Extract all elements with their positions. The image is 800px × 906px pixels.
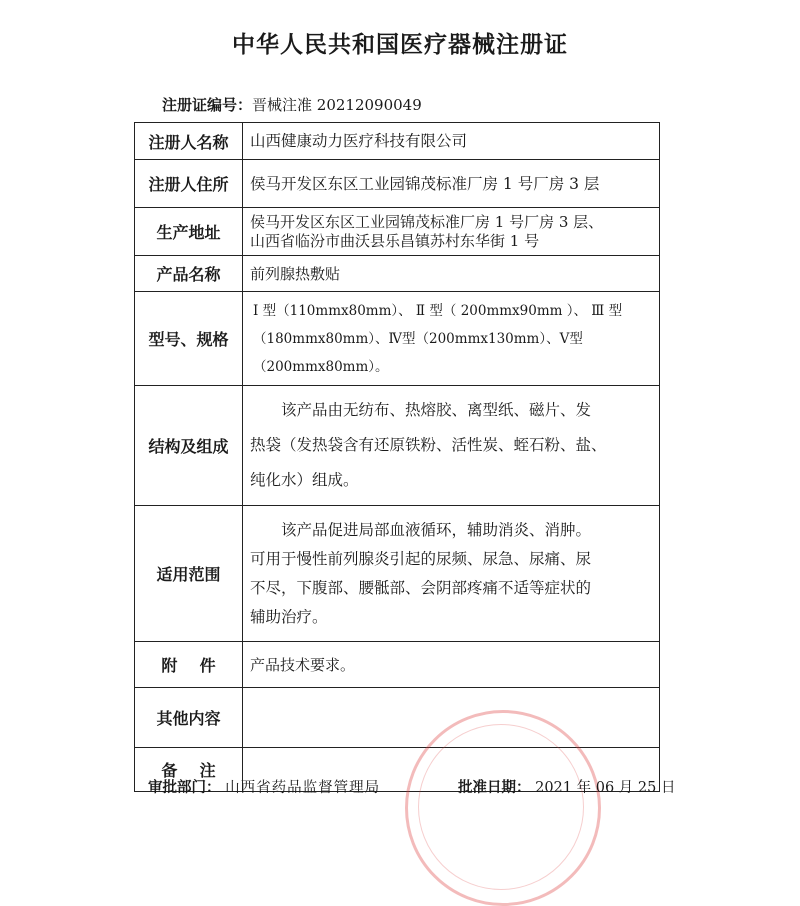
row-header: 注册人名称 — [135, 123, 243, 160]
row-header: 型号、规格 — [135, 292, 243, 386]
table-row — [135, 256, 660, 292]
row-header: 结构及组成 — [135, 386, 243, 506]
approval-department-label: 审批部门： — [148, 780, 221, 796]
row-header: 注册人住所 — [135, 160, 243, 208]
row-header: 附 件 — [135, 642, 243, 688]
table-row — [135, 292, 660, 386]
structure-value — [243, 386, 660, 506]
official-seal-inner-ring — [418, 724, 584, 890]
structure-line: 该产品由无纺布、热熔胶、离型纸、磁片、发 — [281, 401, 592, 419]
registration-number-value: 晋械注准 20212090049 — [252, 96, 422, 114]
certificate-table — [134, 122, 660, 792]
row-header: 适用范围 — [135, 506, 243, 642]
table-row — [135, 688, 660, 748]
table-row — [135, 506, 660, 642]
registration-number — [162, 94, 422, 115]
model-spec-line: Ⅰ 型（110mmx80mm）、 Ⅱ 型（ 200mmx90mm ）、 Ⅲ 型 — [253, 302, 623, 319]
approval-footer — [148, 776, 676, 797]
table-row — [135, 160, 660, 208]
table-row — [135, 123, 660, 160]
certificate-title: 中华人民共和国医疗器械注册证 — [232, 32, 568, 58]
production-address-line: 侯马开发区东区工业园锦茂标准厂房 1 号厂房 3 层、 — [250, 212, 604, 231]
product-name-value: 前列腺热敷贴 — [243, 256, 660, 292]
model-spec-line: （180mmx80mm）、Ⅳ型（200mmx130mm）、Ⅴ型（200mmx80mm）。 — [253, 330, 583, 375]
row-header: 产品名称 — [135, 256, 243, 292]
scope-line: 可用于慢性前列腺炎引起的尿频、尿急、尿痛、尿 — [250, 549, 592, 568]
production-address-line: 山西省临汾市曲沃县乐昌镇苏村东华街 1 号 — [250, 231, 540, 250]
structure-line: 热袋（发热袋含有还原铁粉、活性炭、蛭石粉、盐、 — [250, 436, 607, 454]
scope-line: 不尽，下腹部、腰骶部、会阴部疼痛不适等症状的 — [250, 578, 592, 597]
table-row — [135, 642, 660, 688]
registrant-name-value: 山西健康动力医疗科技有限公司 — [243, 123, 660, 160]
approval-date-value: 2021 年 06 月 25 日 — [535, 780, 676, 796]
registrant-address-value: 侯马开发区东区工业园锦茂标准厂房 1 号厂房 3 层 — [243, 160, 660, 208]
other-content-value — [243, 688, 660, 748]
row-header: 备 注 — [135, 748, 243, 792]
row-header: 其他内容 — [135, 688, 243, 748]
approval-department-value: 山西省药品监督管理局 — [225, 780, 381, 796]
row-header: 生产地址 — [135, 208, 243, 256]
table-row — [135, 386, 660, 506]
attachment-value: 产品技术要求。 — [243, 642, 660, 688]
registration-number-label: 注册证编号： — [162, 96, 253, 114]
scope-value — [243, 506, 660, 642]
scope-line: 辅助治疗。 — [250, 607, 328, 626]
table-row — [135, 208, 660, 256]
structure-line: 纯化水）组成。 — [250, 471, 359, 489]
scope-line: 该产品促进局部血液循环，辅助消炎、消肿。 — [281, 520, 592, 539]
model-spec-value — [243, 292, 660, 386]
approval-date — [458, 776, 675, 797]
approval-date-label: 批准日期： — [458, 780, 531, 796]
production-address-value — [243, 208, 660, 256]
